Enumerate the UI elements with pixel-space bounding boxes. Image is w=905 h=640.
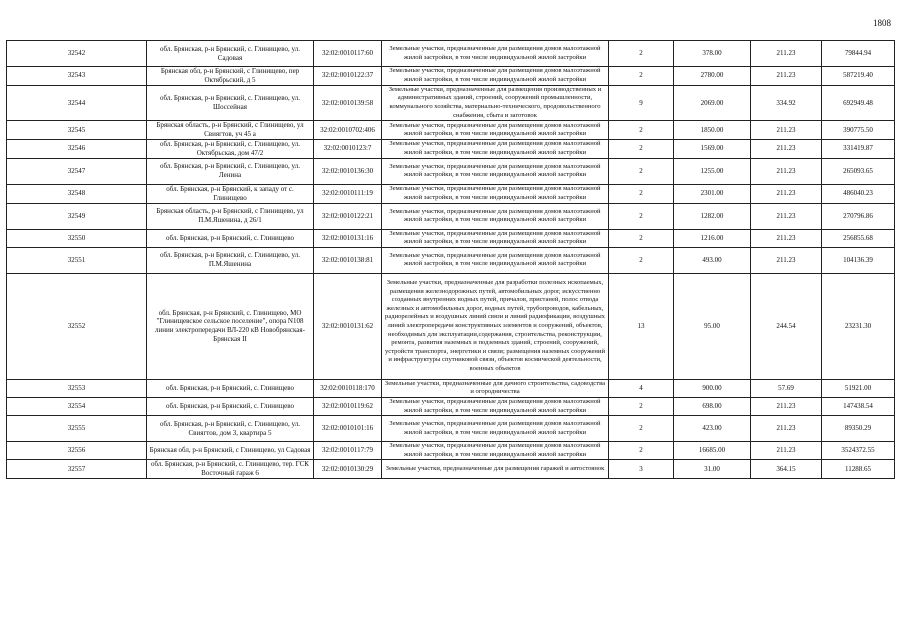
area-cell: 2780.00 (674, 67, 751, 86)
land-use-cell: Земельные участки, предназначенные для разработки полезных ископаемых, размещения железнодорожных путей, автомобильных дорог, искусственно созданных внутренних водных путей, причалов, пристаней, полос отвода железных и автомобильных дорог, водных путей, трубопроводов, кабельных, радиорелейных и воздушных линий связи и линий радиофикации, воздушных линий электропередачи конструктивных элементов и сооружений, объектов, необходимых для эксплуатации,содержания, строительства, реконструкции, ремонта, развития наземных и подземных зданий, строений, сооружений, устройств транспорта, энергетики и связи; размещения наземных сооружений и инфраструктуры спутниковой связи, объектов космической деятельности, военных объектов (382, 273, 609, 379)
specific-value-cell: 211.23 (751, 41, 822, 67)
address-cell: Брянская область, р-н Брянский, с Глинищево, ул П.М.Яшенина, д 26/1 (147, 203, 314, 229)
area-cell: 378.00 (674, 41, 751, 67)
specific-value-cell: 211.23 (751, 229, 822, 247)
address-cell: Брянская обл, р-н Брянский, с Глинищево, ул Садовая (147, 442, 314, 460)
area-cell: 2301.00 (674, 184, 751, 203)
address-cell: обл. Брянская, р-н Брянский, с. Глинищево, ул. Свиягтов, дом 3, квартира 5 (147, 416, 314, 442)
table-row (7, 442, 895, 460)
group-cell: 2 (609, 41, 674, 67)
area-cell: 1282.00 (674, 203, 751, 229)
table-row (7, 41, 895, 67)
address-cell: Брянская обл, р-н Брянский, с Глинищево, пер Октябрьский, д 5 (147, 67, 314, 86)
row-number: 32555 (7, 416, 147, 442)
table-row (7, 121, 895, 140)
specific-value-cell: 334.92 (751, 85, 822, 120)
land-use-cell: Земельные участки, предназначенные для размещения гаражей и автостоянок (382, 460, 609, 479)
table-row (7, 229, 895, 247)
cadastral-value-cell: 89350.29 (822, 416, 895, 442)
row-number: 32542 (7, 41, 147, 67)
cadastral-value-cell: 331419.87 (822, 140, 895, 159)
table-row (7, 273, 895, 379)
group-cell: 2 (609, 67, 674, 86)
specific-value-cell: 211.23 (751, 158, 822, 184)
address-cell: обл. Брянская, р-н Брянский, с. Глинищево, ул. П.М.Яшенина (147, 247, 314, 273)
group-cell: 2 (609, 158, 674, 184)
row-number: 32550 (7, 229, 147, 247)
cadastral-number-cell: 32:02:0010118:170 (314, 379, 382, 397)
group-cell: 2 (609, 121, 674, 140)
land-use-cell: Земельные участки, предназначенные для размещения домов малоэтажной жилой застройки, в том числе индивидуальной жилой застройки (382, 158, 609, 184)
land-use-cell: Земельные участки, предназначенные для дачного строительства, садоводства и огородничества (382, 379, 609, 397)
group-cell: 2 (609, 229, 674, 247)
address-cell: обл. Брянская, р-н Брянский, с. Глинищево (147, 379, 314, 397)
cadastral-number-cell: 32:02:0010130:29 (314, 460, 382, 479)
specific-value-cell: 211.23 (751, 67, 822, 86)
address-cell: обл. Брянская, р-н Брянский, с. Глинищево, ул. Ленина (147, 158, 314, 184)
row-number: 32551 (7, 247, 147, 273)
table-row (7, 140, 895, 159)
table-body (7, 41, 895, 479)
group-cell: 4 (609, 379, 674, 397)
specific-value-cell: 211.23 (751, 184, 822, 203)
group-cell: 2 (609, 442, 674, 460)
land-use-cell: Земельные участки, предназначенные для размещения домов малоэтажной жилой застройки, в том числе индивидуальной жилой застройки (382, 416, 609, 442)
cadastral-number-cell: 32:02:0010139:58 (314, 85, 382, 120)
group-cell: 9 (609, 85, 674, 120)
cadastral-value-cell: 23231.30 (822, 273, 895, 379)
land-use-cell: Земельные участки, предназначенные для размещения домов малоэтажной жилой застройки, в том числе индивидуальной жилой застройки (382, 229, 609, 247)
row-number: 32543 (7, 67, 147, 86)
land-use-cell: Земельные участки, предназначенные для размещения домов малоэтажной жилой застройки, в том числе индивидуальной жилой застройки (382, 140, 609, 159)
cadastral-value-cell: 79844.94 (822, 41, 895, 67)
cadastral-value-cell: 104136.39 (822, 247, 895, 273)
group-cell: 2 (609, 203, 674, 229)
area-cell: 900.00 (674, 379, 751, 397)
specific-value-cell: 211.23 (751, 398, 822, 416)
address-cell: обл. Брянская, р-н Брянский, с. Глинищево, ул. Садовая (147, 41, 314, 67)
land-use-cell: Земельные участки, предназначенные для размещения производственных и административных зданий, строений, сооружений промышленности, коммунального хозяйства, материально-технического, продовольственного снабжения, сбыта и заготовок (382, 85, 609, 120)
area-cell: 16685.00 (674, 442, 751, 460)
page-number: 1808 (873, 18, 891, 28)
address-cell: обл. Брянская, р-н Брянский, с. Глинищево (147, 229, 314, 247)
group-cell: 3 (609, 460, 674, 479)
row-number: 32545 (7, 121, 147, 140)
land-registry-table (6, 40, 895, 479)
group-cell: 2 (609, 140, 674, 159)
address-cell: обл. Брянская, р-н Брянский, к западу от с. Глинищево (147, 184, 314, 203)
cadastral-number-cell: 32:02:0010111:19 (314, 184, 382, 203)
specific-value-cell: 211.23 (751, 203, 822, 229)
area-cell: 698.00 (674, 398, 751, 416)
cadastral-number-cell: 32:02:0010131:62 (314, 273, 382, 379)
row-number: 32544 (7, 85, 147, 120)
specific-value-cell: 364.15 (751, 460, 822, 479)
land-use-cell: Земельные участки, предназначенные для размещения домов малоэтажной жилой застройки, в том числе индивидуальной жилой застройки (382, 41, 609, 67)
cadastral-value-cell: 270796.86 (822, 203, 895, 229)
row-number: 32549 (7, 203, 147, 229)
area-cell: 493.00 (674, 247, 751, 273)
cadastral-number-cell: 32:02:0010123:7 (314, 140, 382, 159)
cadastral-value-cell: 692949.48 (822, 85, 895, 120)
land-use-cell: Земельные участки, предназначенные для размещения домов малоэтажной жилой застройки, в том числе индивидуальной жилой застройки (382, 247, 609, 273)
table-row (7, 85, 895, 120)
cadastral-value-cell: 265093.65 (822, 158, 895, 184)
table-row (7, 203, 895, 229)
group-cell: 2 (609, 398, 674, 416)
table-row (7, 184, 895, 203)
cadastral-value-cell: 390775.50 (822, 121, 895, 140)
table-row (7, 460, 895, 479)
cadastral-value-cell: 3524372.55 (822, 442, 895, 460)
cadastral-value-cell: 587219.40 (822, 67, 895, 86)
address-cell: обл. Брянская, р-н Брянский, с. Глинищево, МО "Глинищевское сельское поселение", опора N108 линии электропередачи ВЛ-220 кВ Новобрянская-Брянская II (147, 273, 314, 379)
table-row (7, 247, 895, 273)
address-cell: обл. Брянская, р-н Брянский, с. Глинищево, тер. ГСК Восточный гараж 6 (147, 460, 314, 479)
row-number: 32556 (7, 442, 147, 460)
cadastral-value-cell: 11288.65 (822, 460, 895, 479)
area-cell: 31.00 (674, 460, 751, 479)
table-row (7, 379, 895, 397)
group-cell: 13 (609, 273, 674, 379)
row-number: 32554 (7, 398, 147, 416)
table-row (7, 67, 895, 86)
cadastral-value-cell: 147438.54 (822, 398, 895, 416)
cadastral-value-cell: 256855.68 (822, 229, 895, 247)
cadastral-number-cell: 32:02:0010131:16 (314, 229, 382, 247)
cadastral-value-cell: 51921.00 (822, 379, 895, 397)
specific-value-cell: 211.23 (751, 416, 822, 442)
cadastral-value-cell: 486040.23 (822, 184, 895, 203)
row-number: 32553 (7, 379, 147, 397)
land-use-cell: Земельные участки, предназначенные для размещения домов малоэтажной жилой застройки, в том числе индивидуальной жилой застройки (382, 398, 609, 416)
cadastral-number-cell: 32:02:0010138:81 (314, 247, 382, 273)
cadastral-number-cell: 32:02:0010119:62 (314, 398, 382, 416)
land-use-cell: Земельные участки, предназначенные для размещения домов малоэтажной жилой застройки, в том числе индивидуальной жилой застройки (382, 442, 609, 460)
row-number: 32552 (7, 273, 147, 379)
table-row (7, 158, 895, 184)
table-row (7, 416, 895, 442)
cadastral-number-cell: 32:02:0010122:21 (314, 203, 382, 229)
cadastral-number-cell: 32:02:0010122:37 (314, 67, 382, 86)
row-number: 32557 (7, 460, 147, 479)
area-cell: 1569.00 (674, 140, 751, 159)
table-row (7, 398, 895, 416)
group-cell: 2 (609, 184, 674, 203)
cadastral-number-cell: 32:02:0010136:30 (314, 158, 382, 184)
cadastral-number-cell: 32:02:0010101:16 (314, 416, 382, 442)
specific-value-cell: 57.69 (751, 379, 822, 397)
group-cell: 2 (609, 416, 674, 442)
specific-value-cell: 211.23 (751, 442, 822, 460)
land-use-cell: Земельные участки, предназначенные для размещения домов малоэтажной жилой застройки, в том числе индивидуальной жилой застройки (382, 203, 609, 229)
specific-value-cell: 211.23 (751, 140, 822, 159)
cadastral-number-cell: 32:02:0010702:406 (314, 121, 382, 140)
area-cell: 1850.00 (674, 121, 751, 140)
group-cell: 2 (609, 247, 674, 273)
cadastral-number-cell: 32:02:0010117:60 (314, 41, 382, 67)
address-cell: обл. Брянская, р-н Брянский, с. Глинищево, ул. Шоссейная (147, 85, 314, 120)
specific-value-cell: 211.23 (751, 247, 822, 273)
area-cell: 95.00 (674, 273, 751, 379)
specific-value-cell: 211.23 (751, 121, 822, 140)
area-cell: 2069.00 (674, 85, 751, 120)
row-number: 32548 (7, 184, 147, 203)
row-number: 32546 (7, 140, 147, 159)
area-cell: 1255.00 (674, 158, 751, 184)
address-cell: обл. Брянская, р-н Брянский, с. Глинищево, ул. Октябрьская, дом 47/2 (147, 140, 314, 159)
land-use-cell: Земельные участки, предназначенные для размещения домов малоэтажной жилой застройки, в том числе индивидуальной жилой застройки (382, 121, 609, 140)
row-number: 32547 (7, 158, 147, 184)
specific-value-cell: 244.54 (751, 273, 822, 379)
address-cell: обл. Брянская, р-н Брянский, с. Глинищево (147, 398, 314, 416)
area-cell: 1216.00 (674, 229, 751, 247)
area-cell: 423.00 (674, 416, 751, 442)
address-cell: Брянская область, р-н Брянский, с Глинищево, ул Свиягтов, уч 45 а (147, 121, 314, 140)
land-use-cell: Земельные участки, предназначенные для размещения домов малоэтажной жилой застройки, в том числе индивидуальной жилой застройки (382, 67, 609, 86)
land-use-cell: Земельные участки, предназначенные для размещения домов малоэтажной жилой застройки, в том числе индивидуальной жилой застройки (382, 184, 609, 203)
cadastral-number-cell: 32:02:0010117:79 (314, 442, 382, 460)
